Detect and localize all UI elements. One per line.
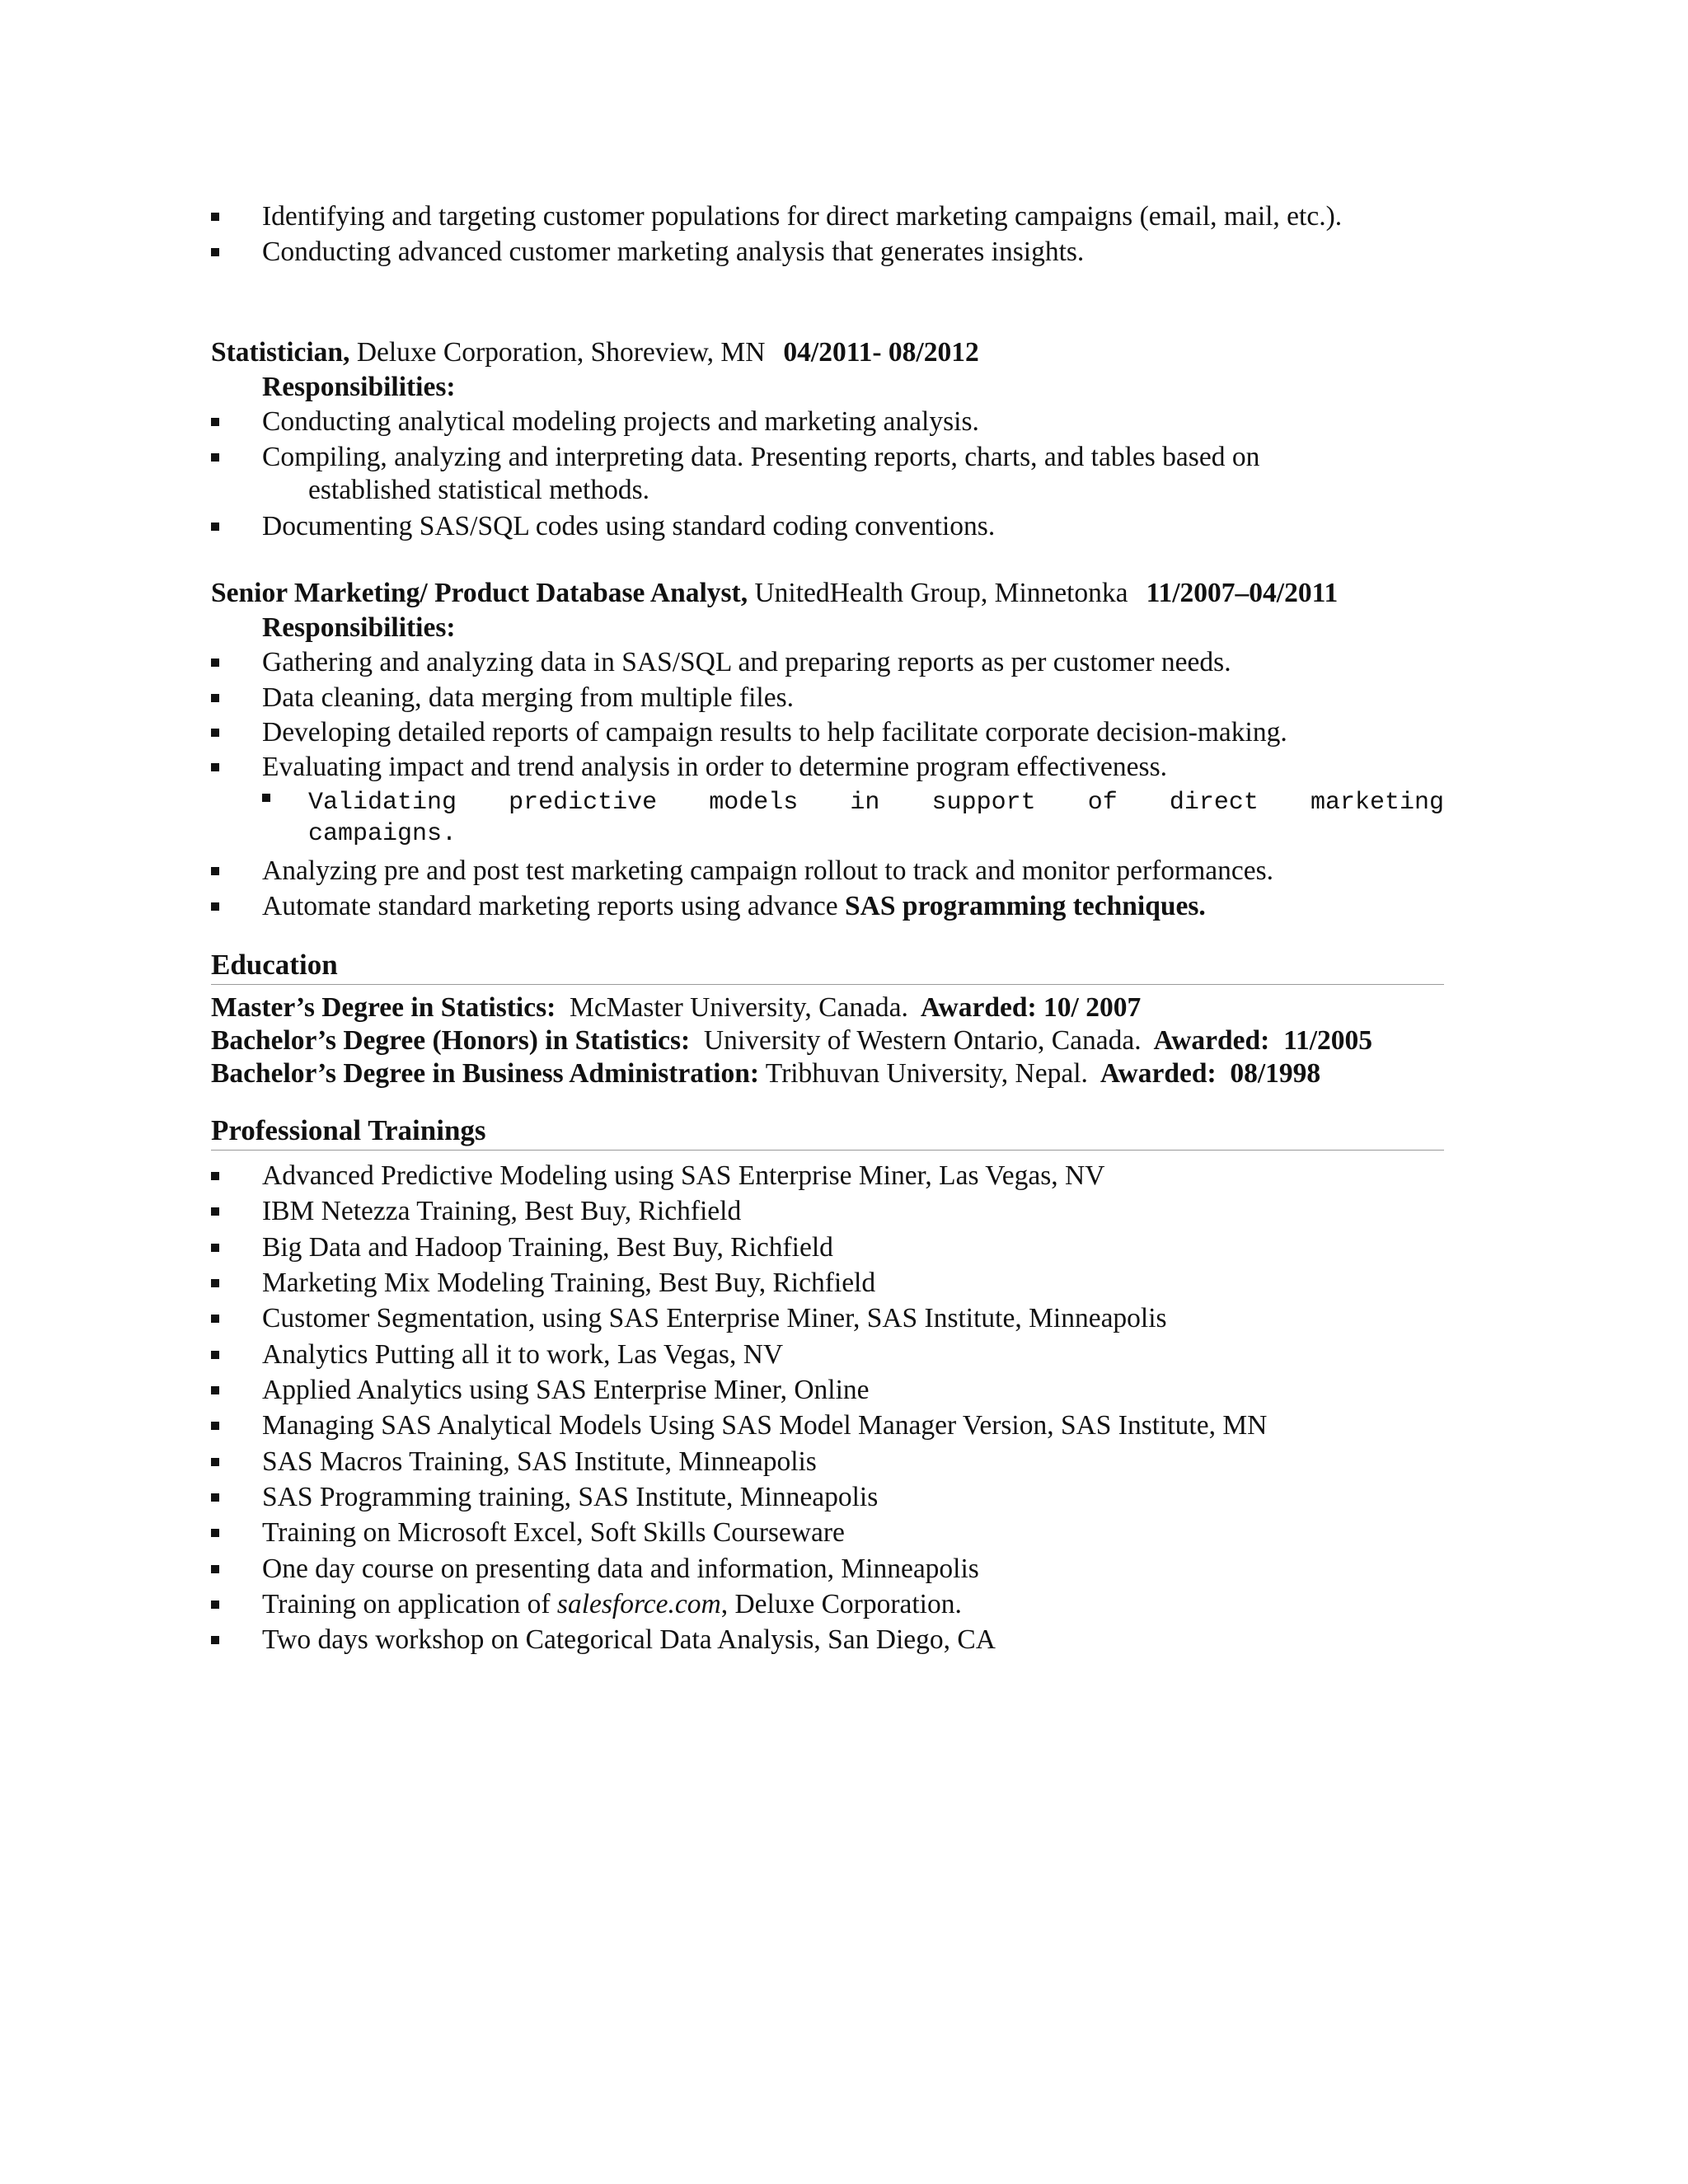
- job-title: Statistician,: [211, 337, 350, 368]
- job-dates: 04/2011- 08/2012: [783, 337, 979, 368]
- list-item-mono: [308, 787, 1444, 850]
- section-heading-trainings: Professional Trainings: [211, 1113, 1444, 1151]
- job-header-statistician: [211, 336, 979, 369]
- awarded: Awarded: 10/ 2007: [907, 992, 1142, 1023]
- awarded: Awarded: 08/1998: [1087, 1058, 1321, 1089]
- education-row: [211, 1024, 1372, 1057]
- job-dates: 11/2007–04/2011: [1146, 578, 1339, 608]
- list-item: Conducting analytical modeling projects and marketing analysis.: [262, 406, 979, 437]
- list-item-text: , Deluxe Corporation.: [720, 1589, 962, 1619]
- list-item: Managing SAS Analytical Models Using SAS Model Manager Version, SAS Institute, MN: [262, 1410, 1268, 1441]
- awarded: Awarded: 11/2005: [1141, 1025, 1373, 1056]
- list-item: Two days workshop on Categorical Data Analysis, San Diego, CA: [262, 1624, 996, 1655]
- list-item: Compiling, analyzing and interpreting data. Presenting reports, charts, and tables based on: [262, 442, 1260, 472]
- bullet-marker: [262, 794, 270, 802]
- education-row: [211, 991, 1141, 1024]
- list-item: Analyzing pre and post test marketing campaign rollout to track and monitor performances.: [262, 855, 1274, 886]
- school: McMaster University, Canada.: [556, 992, 908, 1023]
- responsibilities-label: Responsibilities:: [262, 372, 456, 402]
- list-item: Analytics Putting all it to work, Las Vegas, NV: [262, 1339, 784, 1370]
- list-item: Training on Microsoft Excel, Soft Skills Courseware: [262, 1517, 845, 1548]
- job-company: Deluxe Corporation, Shoreview, MN: [349, 337, 766, 368]
- mono-line-2: campaigns.: [308, 820, 457, 848]
- list-item: Documenting SAS/SQL codes using standard coding conventions.: [262, 511, 996, 541]
- list-item: Marketing Mix Modeling Training, Best Buy, Richfield: [262, 1268, 876, 1298]
- list-item: Customer Segmentation, using SAS Enterprise Miner, SAS Institute, Minneapolis: [262, 1303, 1167, 1333]
- degree: Master’s Degree in Statistics:: [211, 992, 556, 1023]
- job-header-database-analyst: [211, 577, 1338, 610]
- list-item: Evaluating impact and trend analysis in order to determine program effectiveness.: [262, 752, 1167, 782]
- list-item: Applied Analytics using SAS Enterprise Miner, Online: [262, 1375, 870, 1405]
- list-item-text: Training on application of: [262, 1589, 557, 1619]
- list-item-bold-text: SAS programming techniques.: [845, 891, 1206, 921]
- list-item: IBM Netezza Training, Best Buy, Richfield: [262, 1196, 742, 1226]
- list-item: Gathering and analyzing data in SAS/SQL and preparing reports as per customer needs.: [262, 647, 1231, 677]
- list-item-italic-text: salesforce.com: [556, 1589, 721, 1619]
- list-item: Big Data and Hadoop Training, Best Buy, Richfield: [262, 1232, 833, 1263]
- list-item: [262, 1588, 962, 1621]
- education-row: [211, 1057, 1320, 1090]
- degree: Bachelor’s Degree in Business Administration:: [211, 1058, 760, 1089]
- list-item: Conducting advanced customer marketing analysis that generates insights.: [262, 237, 1085, 267]
- list-item: SAS Programming training, SAS Institute, Minneapolis: [262, 1482, 879, 1512]
- list-item: One day course on presenting data and information, Minneapolis: [262, 1554, 979, 1584]
- list-item-continuation: established statistical methods.: [308, 475, 650, 505]
- school: University of Western Ontario, Canada.: [690, 1025, 1142, 1056]
- job-company: UnitedHealth Group, Minnetonka: [748, 578, 1128, 608]
- list-item: Identifying and targeting customer populations for direct marketing campaigns (email, mail, etc.).: [262, 201, 1343, 232]
- job-title: Senior Marketing/ Product Database Analyst,: [211, 578, 748, 608]
- list-item: Data cleaning, data merging from multiple files.: [262, 682, 794, 713]
- responsibilities-label: Responsibilities:: [262, 612, 456, 643]
- mono-line-1: Validating predictive models in support of direct marketing: [308, 789, 1444, 817]
- school: Tribhuvan University, Nepal.: [759, 1058, 1088, 1089]
- list-item: [262, 890, 1206, 923]
- degree: Bachelor’s Degree (Honors) in Statistics:: [211, 1025, 691, 1056]
- list-item-text: Automate standard marketing reports using advance: [262, 891, 846, 921]
- list-item: Developing detailed reports of campaign results to help facilitate corporate decision-making.: [262, 717, 1287, 748]
- section-heading-education: Education: [211, 948, 1444, 985]
- list-item: SAS Macros Training, SAS Institute, Minneapolis: [262, 1446, 817, 1477]
- list-item: Advanced Predictive Modeling using SAS Enterprise Miner, Las Vegas, NV: [262, 1160, 1105, 1191]
